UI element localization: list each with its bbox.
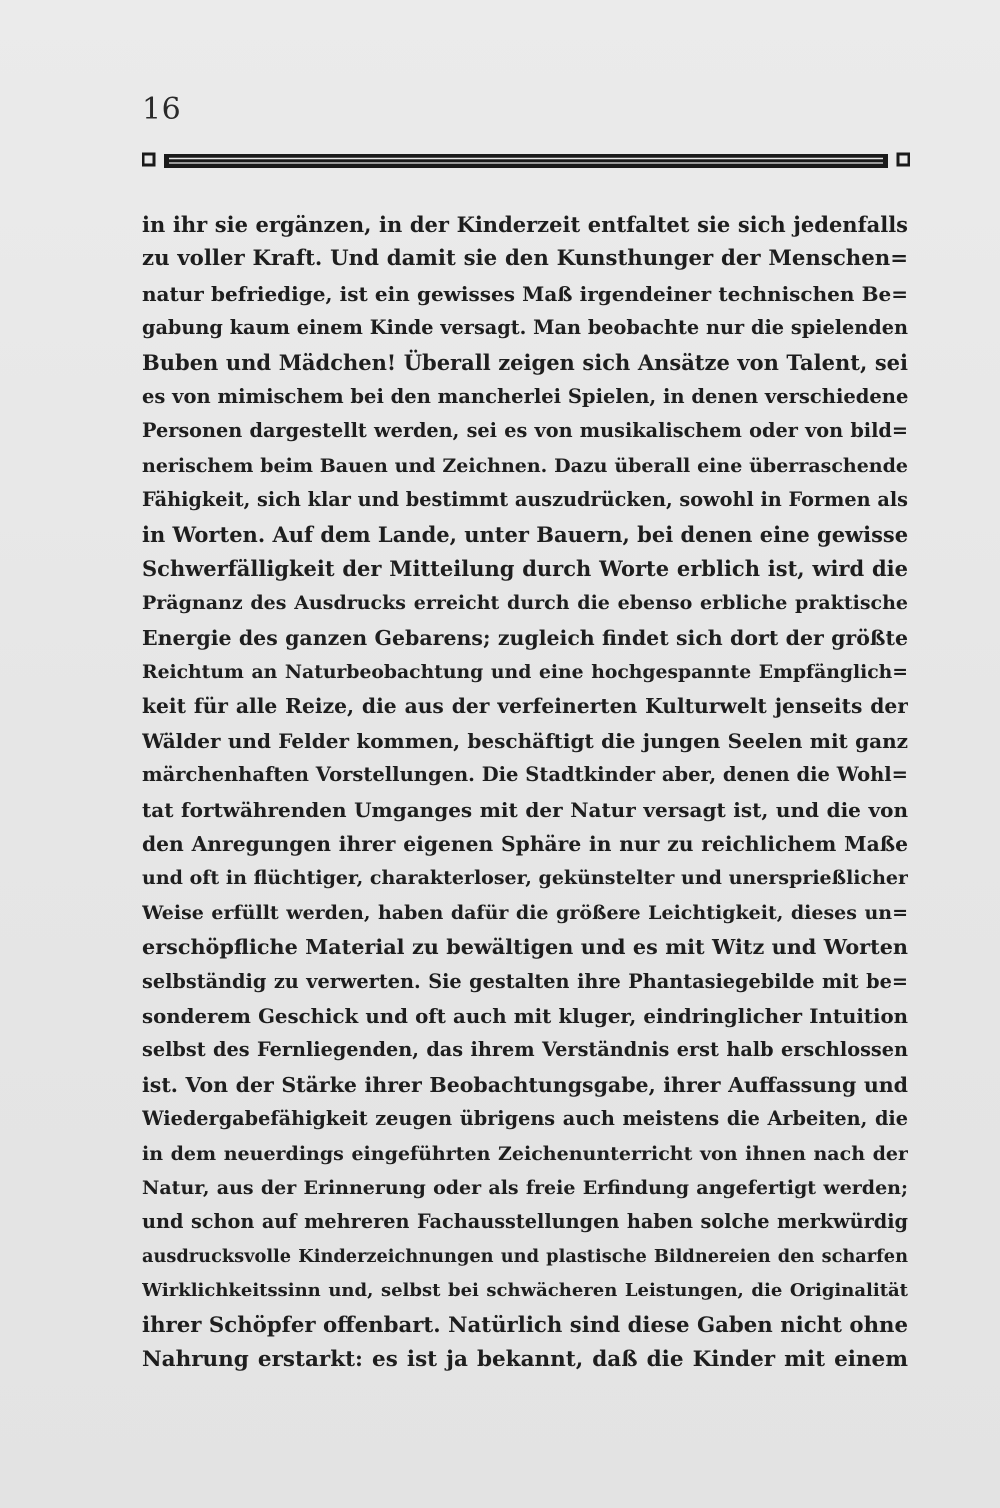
- text-line: gabung kaum einem Kinde versagt. Man beobachte nur die spielenden: [142, 316, 908, 340]
- page-number: 16: [142, 92, 182, 127]
- header-rule-ornament: [142, 151, 910, 171]
- text-line: sonderem Geschick und oft auch mit kluger, eindringlicher Intuition: [142, 1003, 908, 1028]
- text-line: Schwerfälligkeit der Mitteilung durch Worte erblich ist, wird die: [142, 555, 908, 581]
- text-line: ausdrucksvolle Kinderzeichnungen und plastische Bildnereien den scharfen: [142, 1245, 908, 1267]
- text-line: Nahrung erstarkt: es ist ja bekannt, daß die Kinder mit einem: [142, 1346, 908, 1372]
- text-line: Energie des ganzen Gebarens; zugleich findet sich dort der größte: [142, 625, 908, 650]
- text-line: ist. Von der Stärke ihrer Beobachtungsgabe, ihrer Auffassung und: [142, 1072, 908, 1097]
- text-line: erschöpfliche Material zu bewältigen und es mit Witz und Worten: [142, 935, 908, 960]
- text-line: nerischem beim Bauen und Zeichnen. Dazu überall eine überraschende: [142, 454, 908, 477]
- text-line: Fähigkeit, sich klar und bestimmt auszudrücken, sowohl in Formen als: [142, 488, 908, 512]
- text-line: Buben und Mädchen! Überall zeigen sich Ansätze von Talent, sei: [142, 349, 908, 375]
- text-line: den Anregungen ihrer eigenen Sphäre in nur zu reichlichem Maße: [142, 832, 908, 857]
- body-text: [142, 208, 908, 1377]
- text-line: selbständig zu verwerten. Sie gestalten ihre Phantasiegebilde mit be=: [142, 969, 908, 993]
- text-line: Personen dargestellt werden, sei es von musikalischem oder von bild=: [142, 419, 908, 443]
- text-line: Reichtum an Naturbeobachtung und eine hochgespannte Empfänglich=: [142, 661, 908, 684]
- text-line: Natur, aus der Erinnerung oder als freie Erfindung angefertigt werden;: [142, 1176, 908, 1199]
- text-line: in Worten. Auf dem Lande, unter Bauern, bei denen eine gewisse: [142, 521, 908, 547]
- text-line: in dem neuerdings eingeführten Zeichenunterricht von ihnen nach der: [142, 1142, 908, 1165]
- text-line: tat fortwährenden Umganges mit der Natur versagt ist, und die von: [142, 797, 908, 822]
- text-line: Weise erfüllt werden, haben dafür die größere Leichtigkeit, dieses un=: [142, 901, 908, 924]
- text-line: Wirklichkeitssinn und, selbst bei schwächeren Leistungen, die Originalität: [142, 1280, 908, 1302]
- text-line: Prägnanz des Ausdrucks erreicht durch die ebenso erbliche praktische: [142, 592, 908, 615]
- text-line: ihrer Schöpfer offenbart. Natürlich sind diese Gaben nicht ohne: [142, 1312, 908, 1338]
- text-line: märchenhaften Vorstellungen. Die Stadtkinder aber, denen die Wohl=: [142, 763, 908, 787]
- text-line: in ihr sie ergänzen, in der Kinderzeit entfaltet sie sich jedenfalls: [142, 212, 908, 237]
- text-line: und oft in flüchtiger, charakterloser, gekünstelter und unersprießlicher: [142, 867, 908, 890]
- text-line: zu voller Kraft. Und damit sie den Kunsthunger der Menschen=: [142, 246, 908, 272]
- text-line: es von mimischem bei den mancherlei Spielen, in denen verschiedene: [142, 384, 908, 408]
- text-line: Wiedergabefähigkeit zeugen übrigens auch meistens die Arbeiten, die: [142, 1107, 908, 1131]
- text-line: und schon auf mehreren Fachausstellungen haben solche merkwürdig: [142, 1210, 908, 1234]
- text-line: natur befriedige, ist ein gewisses Maß irgendeiner technischen Be=: [142, 281, 908, 306]
- text-line: Wälder und Felder kommen, beschäftigt die jungen Seelen mit ganz: [142, 728, 908, 753]
- text-line: keit für alle Reize, die aus der verfeinerten Kulturwelt jenseits der: [142, 694, 908, 719]
- text-line: selbst des Fernliegenden, das ihrem Verständnis erst halb erschlossen: [142, 1038, 908, 1062]
